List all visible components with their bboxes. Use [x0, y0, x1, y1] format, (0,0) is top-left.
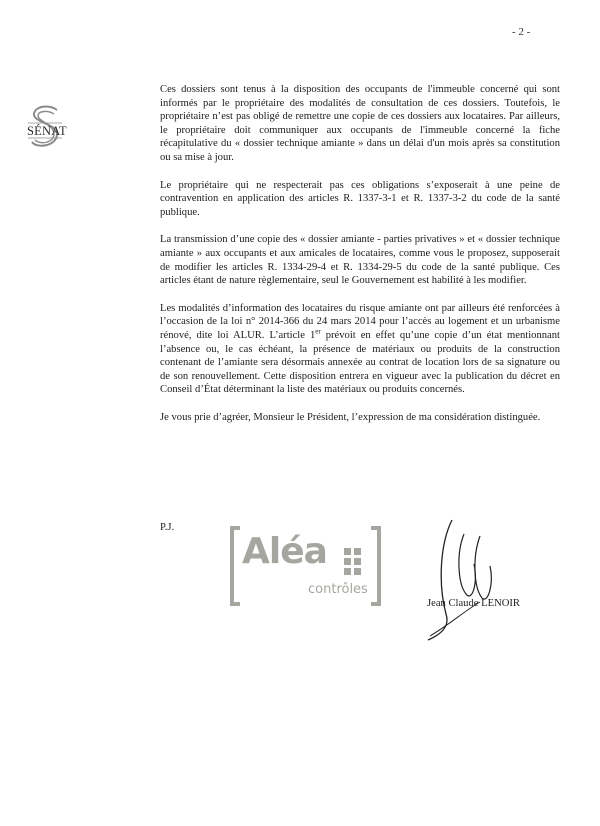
attachment-label: P.J. — [160, 522, 175, 533]
paragraph: Ces dossiers sont tenus à la disposition des occupants de l'immeuble concerné qui sont informés par le propriétaire des modalités de consultation de ces dossiers. Toutefois, le propriétaire n’est pas obligé de remettre une copie de ces dossiers aux locataires. Par ailleurs, le propriétaire doit communiquer aux occupants de l'immeuble concerné la fiche récapitulative du « dossier technique amiante » dans un délai d'un mois après sa constitution ou sa mise à jour. — [160, 84, 560, 163]
page-number: - 2 - — [512, 26, 531, 38]
paragraph-text: Les modalités d’information des locataires du risque amiante ont par ailleurs été renforcées à l’occasion de la loi n° 2014-366 du 24 mars 2014 pour l’accès au logement et un urbanisme rénové, dite loi ALUR. L’article 1 — [160, 302, 560, 341]
handwritten-signature — [420, 514, 500, 642]
signatory-name: Jean Claude LENOIR — [427, 598, 520, 609]
superscript: er — [315, 327, 321, 336]
closing-paragraph: Je vous prie d’agréer, Monsieur le Président, l’expression de ma considération distinguée. — [160, 411, 541, 423]
signature-icon — [420, 514, 500, 642]
senat-logo — [27, 102, 67, 154]
paragraph-text: prévoit en effet qu’une copie d’un état mentionnant l’absence ou, le cas échéant, la présence de matériaux ou produits de la construction contenant de l’amiante sera désormais annexée au contrat de location lors de sa signature ou de son renouvellement. Cette disposition entrera en vigueur avec la publication du décret en Conseil d’État déterminant la liste des matériaux ou produits concernés. — [160, 329, 560, 396]
stamp-sub-text: contrôles — [308, 582, 368, 597]
alea-controles-stamp — [228, 520, 383, 612]
paragraph — [160, 302, 560, 397]
senat-logo-text: SÉNAT — [27, 124, 67, 138]
letter-body — [160, 83, 560, 438]
paragraph: Le propriétaire qui ne respecterait pas ces obligations s’exposerait à une peine de contravention en application des articles R. 1337-3-1 et R. 1337-3-2 du code de la santé publique. — [160, 179, 560, 218]
paragraph: La transmission d’une copie des « dossier amiante - parties privatives » et « dossier technique amiante » aux occupants et aux amicales de locataires, comme vous le proposez, supposerait de modifier les articles R. 1334-29-4 et R. 1334-29-5 du code de la santé publique. Ces articles étant de nature règlementaire, seul le Gouvernement est habilité à les modifier. — [160, 234, 560, 287]
stamp-brand-text: Aléa — [242, 531, 327, 572]
